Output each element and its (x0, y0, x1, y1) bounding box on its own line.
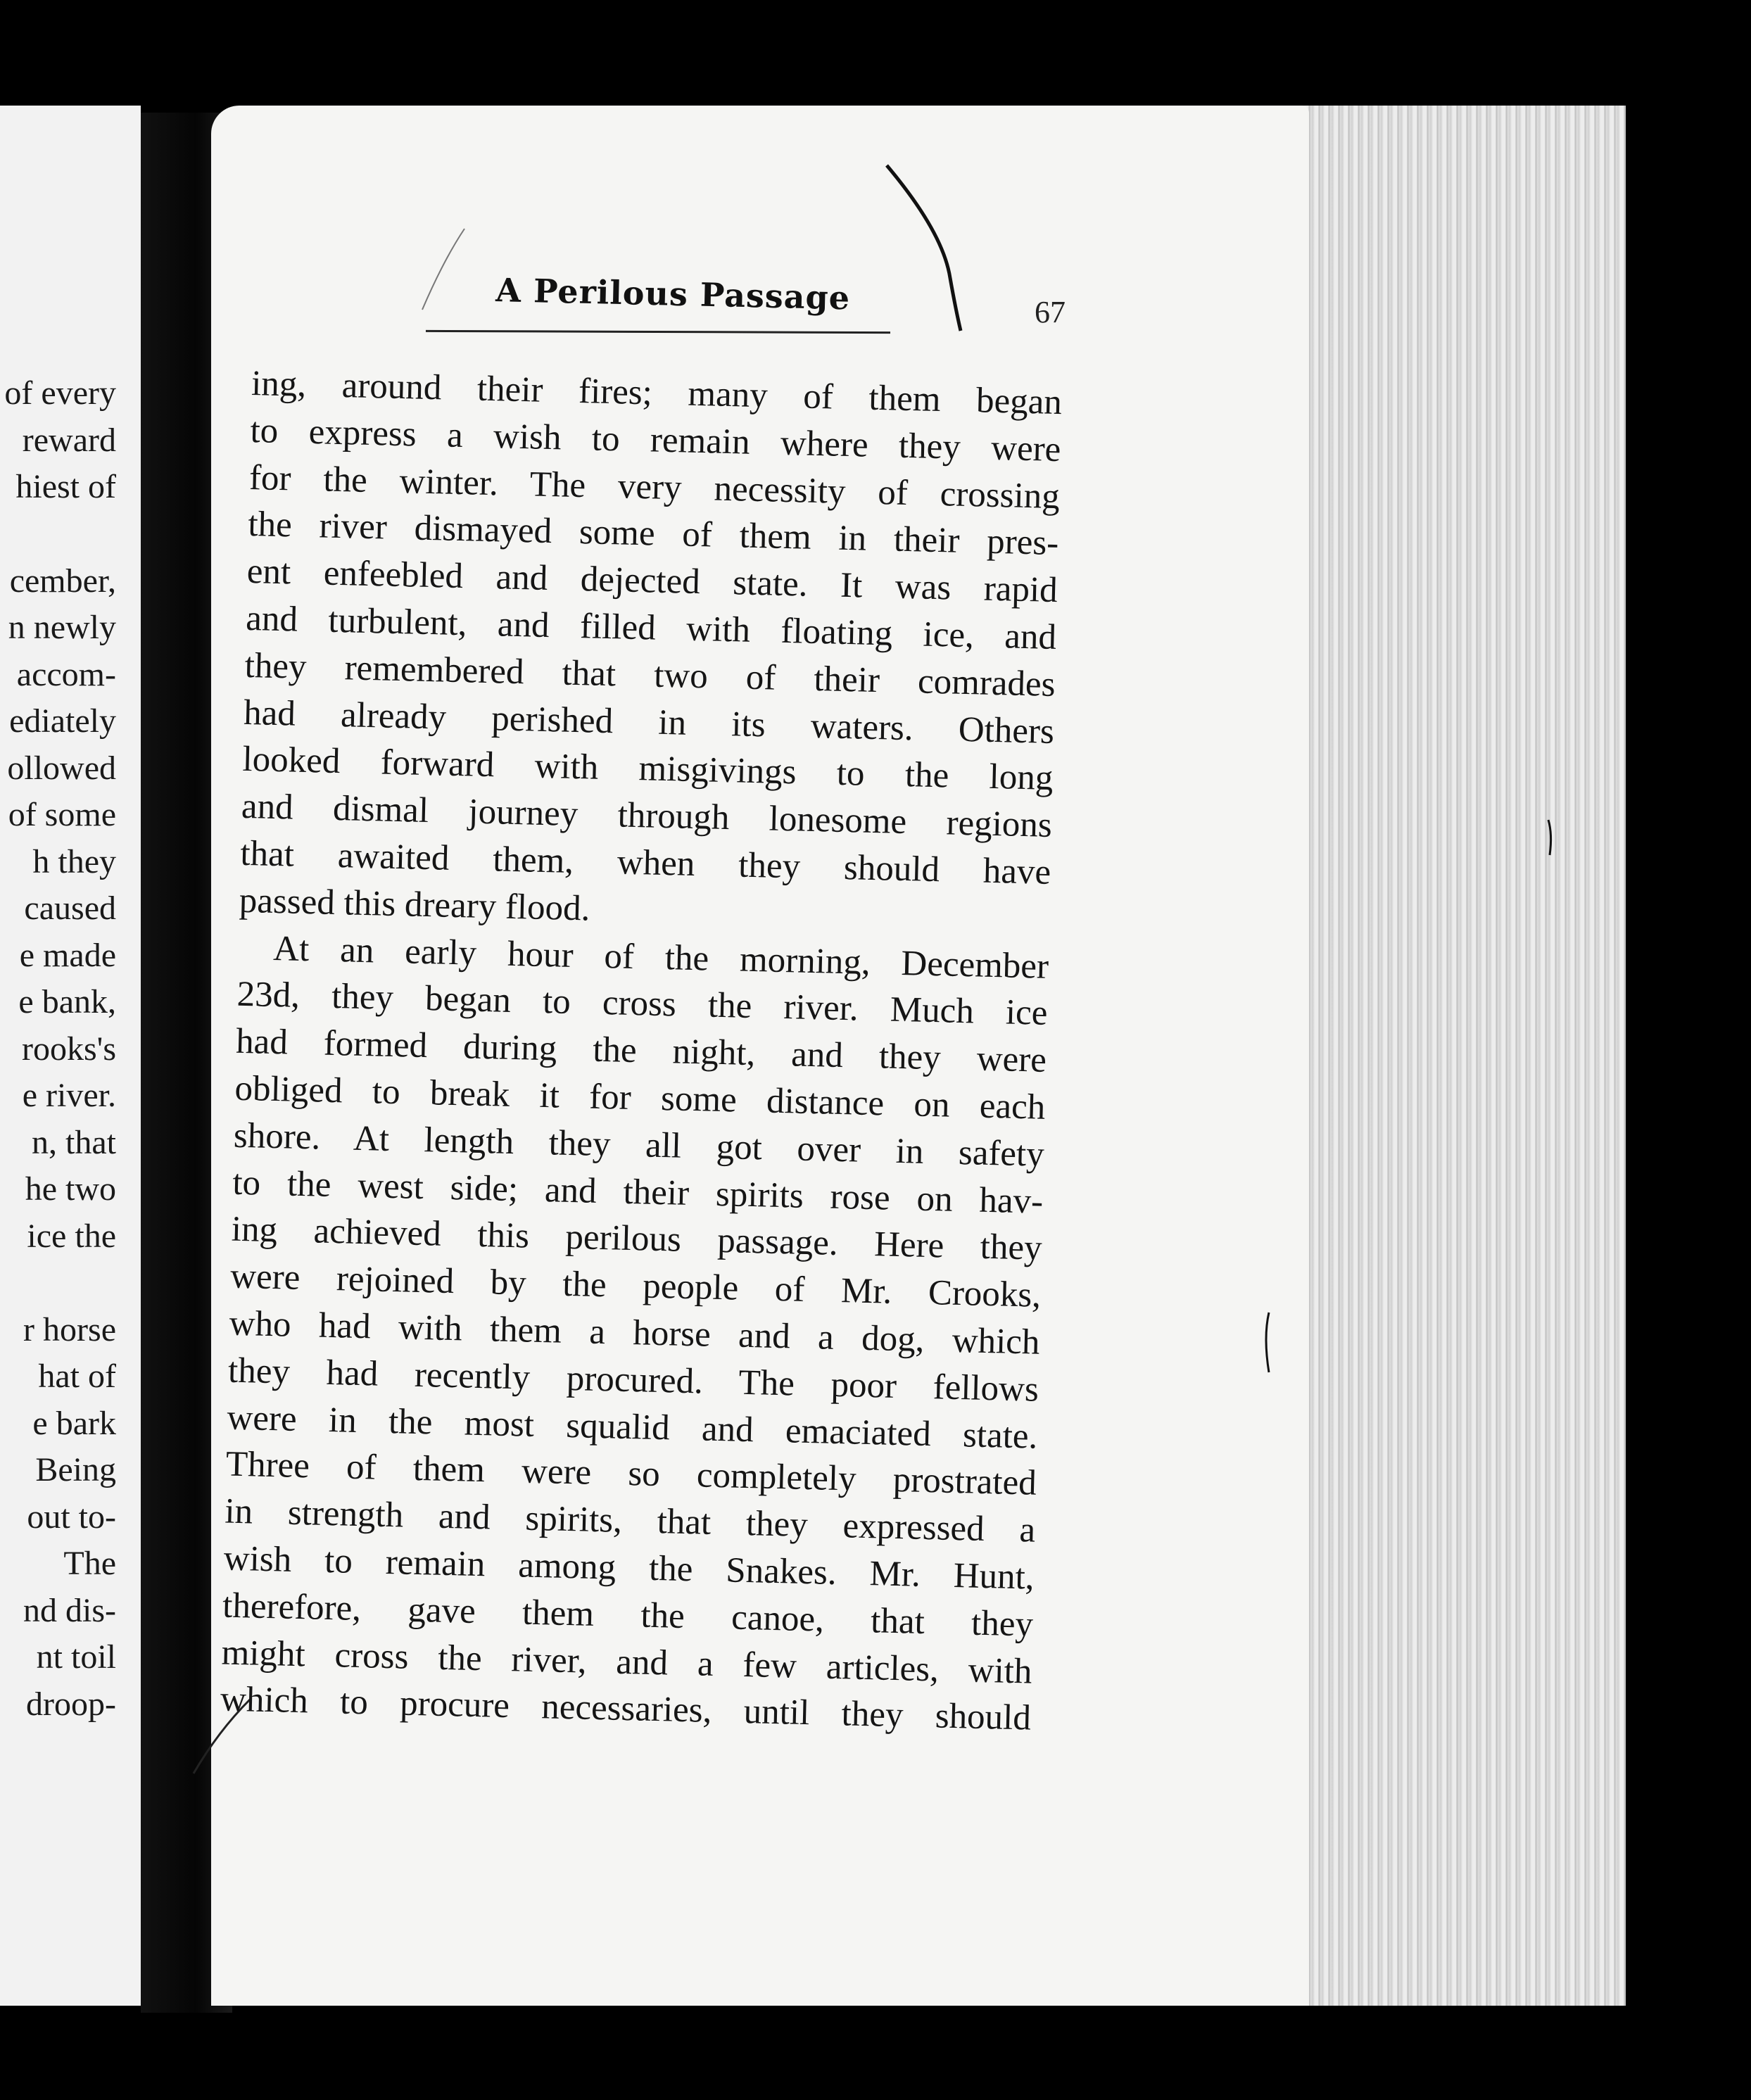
left-line: e river. (22, 1077, 116, 1114)
left-line: e bark (32, 1405, 116, 1442)
text-line: and dismal journey through lonesome regions (241, 787, 1053, 846)
left-line: n, that (32, 1124, 116, 1161)
text-line: who had with them a horse and a dog, which (229, 1303, 1041, 1362)
text-line: looked forward with misgivings to the long (241, 740, 1054, 799)
text-line: 23d, they began to cross the river. Much ice (236, 975, 1049, 1034)
left-line: hat of (38, 1358, 116, 1395)
text-line: in strength and spirits, that they expressed a (224, 1491, 1036, 1550)
left-line: he two (25, 1170, 116, 1208)
text-line: were in the most squalid and emaciated state. (226, 1398, 1038, 1457)
text-line: therefore, gave them the canoe, that they (222, 1586, 1034, 1645)
text-line: shore. At length they all got over in safety (233, 1115, 1045, 1175)
left-line: Being (35, 1451, 116, 1488)
left-line: e bank, (18, 983, 116, 1020)
text-line: the river dismayed some of them in their pres- (247, 505, 1059, 564)
text-line: wish to remain among the Snakes. Mr. Hunt, (223, 1538, 1035, 1598)
left-line: n newly (8, 609, 116, 646)
left-line: hiest of (15, 468, 116, 505)
left-line: e made (19, 937, 116, 974)
text-line: they had recently procured. The poor fellows (227, 1351, 1039, 1410)
text-line: passed this dreary flood. (239, 880, 590, 929)
text-line: were rejoined by the people of Mr. Crooks, (229, 1256, 1042, 1315)
text-line: had formed during the night, and they were (235, 1021, 1047, 1081)
left-line: r horse (23, 1311, 116, 1348)
left-line: rooks's (22, 1030, 116, 1068)
running-head: A Perilous Passage (495, 271, 851, 317)
left-line: caused (24, 890, 116, 927)
text-line: might cross the river, and a few articles, with (221, 1633, 1033, 1692)
text-line: At an early hour of the morning, December (272, 928, 1049, 987)
left-line: ediately (9, 702, 116, 740)
text-line: to express a wish to remain where they were (249, 410, 1061, 469)
text-line: they remembered that two of their comrades (244, 645, 1056, 704)
body-text (220, 360, 1062, 1742)
text-line: ent enfeebled and dejected state. It was rapid (246, 552, 1058, 611)
left-line: nd dis- (23, 1592, 116, 1629)
text-line: and turbulent, and filled with floating ice, and (245, 598, 1057, 658)
text-line: ing achieved this perilous passage. Here they (231, 1210, 1043, 1269)
left-line: accom- (16, 656, 116, 693)
left-line: h they (32, 843, 116, 880)
text-line: to the west side; and their spirits rose on hav- (232, 1163, 1044, 1222)
left-line: out to- (27, 1498, 116, 1536)
left-line: ice the (27, 1217, 116, 1255)
text-line: which to procure necessaries, until they should (220, 1679, 1032, 1738)
text-line: that awaited them, when they should have (239, 833, 1051, 892)
left-line: ollowed (7, 749, 116, 787)
left-line: The (63, 1545, 116, 1582)
text-line: Three of them were so completely prostrated (225, 1444, 1037, 1504)
text-line: obliged to break it for some distance on each (234, 1068, 1046, 1127)
page-number: 67 (1035, 295, 1066, 329)
text-line: ing, around their fires; many of them began (251, 363, 1063, 423)
left-line: of every (4, 374, 116, 412)
left-line: droop- (26, 1685, 116, 1723)
left-line: cember, (9, 562, 116, 600)
left-line: nt toil (36, 1638, 116, 1676)
text-line: for the winter. The very necessity of crossing (248, 457, 1061, 517)
text-line: had already perished in its waters. Others (243, 692, 1055, 752)
left-line: reward (22, 422, 116, 459)
left-line: of some (8, 796, 116, 833)
